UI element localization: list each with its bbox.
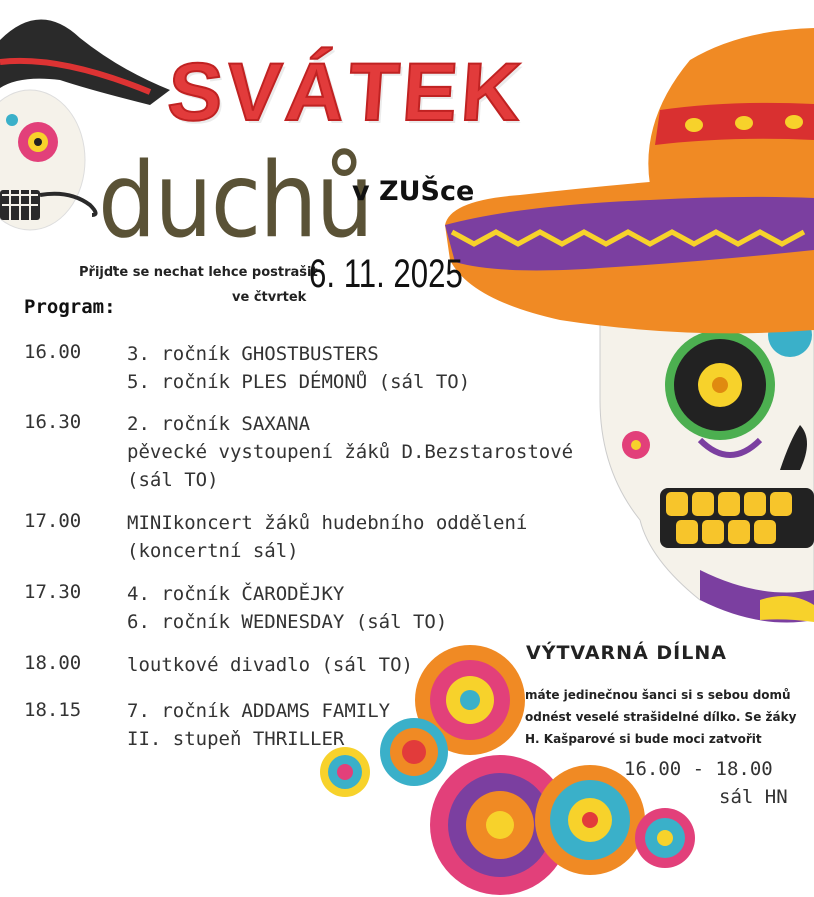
program-line: (koncertní sál) xyxy=(127,540,299,562)
program-line: 7. ročník ADDAMS FAMILY xyxy=(127,700,391,722)
program-line: MINIkoncert žáků hudebního oddělení xyxy=(127,512,528,534)
venue-label: v ZUŠce xyxy=(352,176,475,207)
program-time: 16.30 xyxy=(24,411,82,433)
program-line: 4. ročník ČARODĚJKY xyxy=(127,583,345,605)
workshop-title: VÝTVARNÁ DÍLNA xyxy=(526,642,727,664)
program-line: 2. ročník SAXANA xyxy=(127,413,311,435)
invite-text: Přijďte se nechat lehce postrašit xyxy=(79,265,318,280)
program-time: 17.30 xyxy=(24,581,82,603)
program-line: 6. ročník WEDNESDAY (sál TO) xyxy=(127,611,448,633)
program-line: pěvecké vystoupení žáků D.Bezstarostové xyxy=(127,441,574,463)
program-time: 18.00 xyxy=(24,652,82,674)
day-text: ve čtvrtek xyxy=(232,290,307,305)
program-label: Program: xyxy=(24,296,116,318)
program-time: 18.15 xyxy=(24,699,82,721)
poster-title: SVÁTEK xyxy=(164,47,528,138)
workshop-description-line: H. Kašparové si bude moci zatvořit xyxy=(525,732,762,746)
workshop-description-line: máte jedinečnou šanci si s sebou domů xyxy=(525,688,791,702)
program-time: 16.00 xyxy=(24,341,82,363)
workshop-room: sál HN xyxy=(719,786,788,808)
event-date: 6. 11. 2025 xyxy=(309,252,463,296)
program-line: 5. ročník PLES DÉMONŮ (sál TO) xyxy=(127,371,471,393)
program-line: 3. ročník GHOSTBUSTERS xyxy=(127,343,379,365)
program-line: II. stupeň THRILLER xyxy=(127,728,345,750)
program-time: 17.00 xyxy=(24,510,82,532)
program-line: loutkové divadlo (sál TO) xyxy=(127,654,413,676)
poster-subtitle: duchů xyxy=(98,141,372,261)
workshop-time: 16.00 - 18.00 xyxy=(624,758,773,780)
program-line: (sál TO) xyxy=(127,469,219,491)
workshop-description-line: odnést veselé strašidelné dílko. Se žáky xyxy=(525,710,797,724)
